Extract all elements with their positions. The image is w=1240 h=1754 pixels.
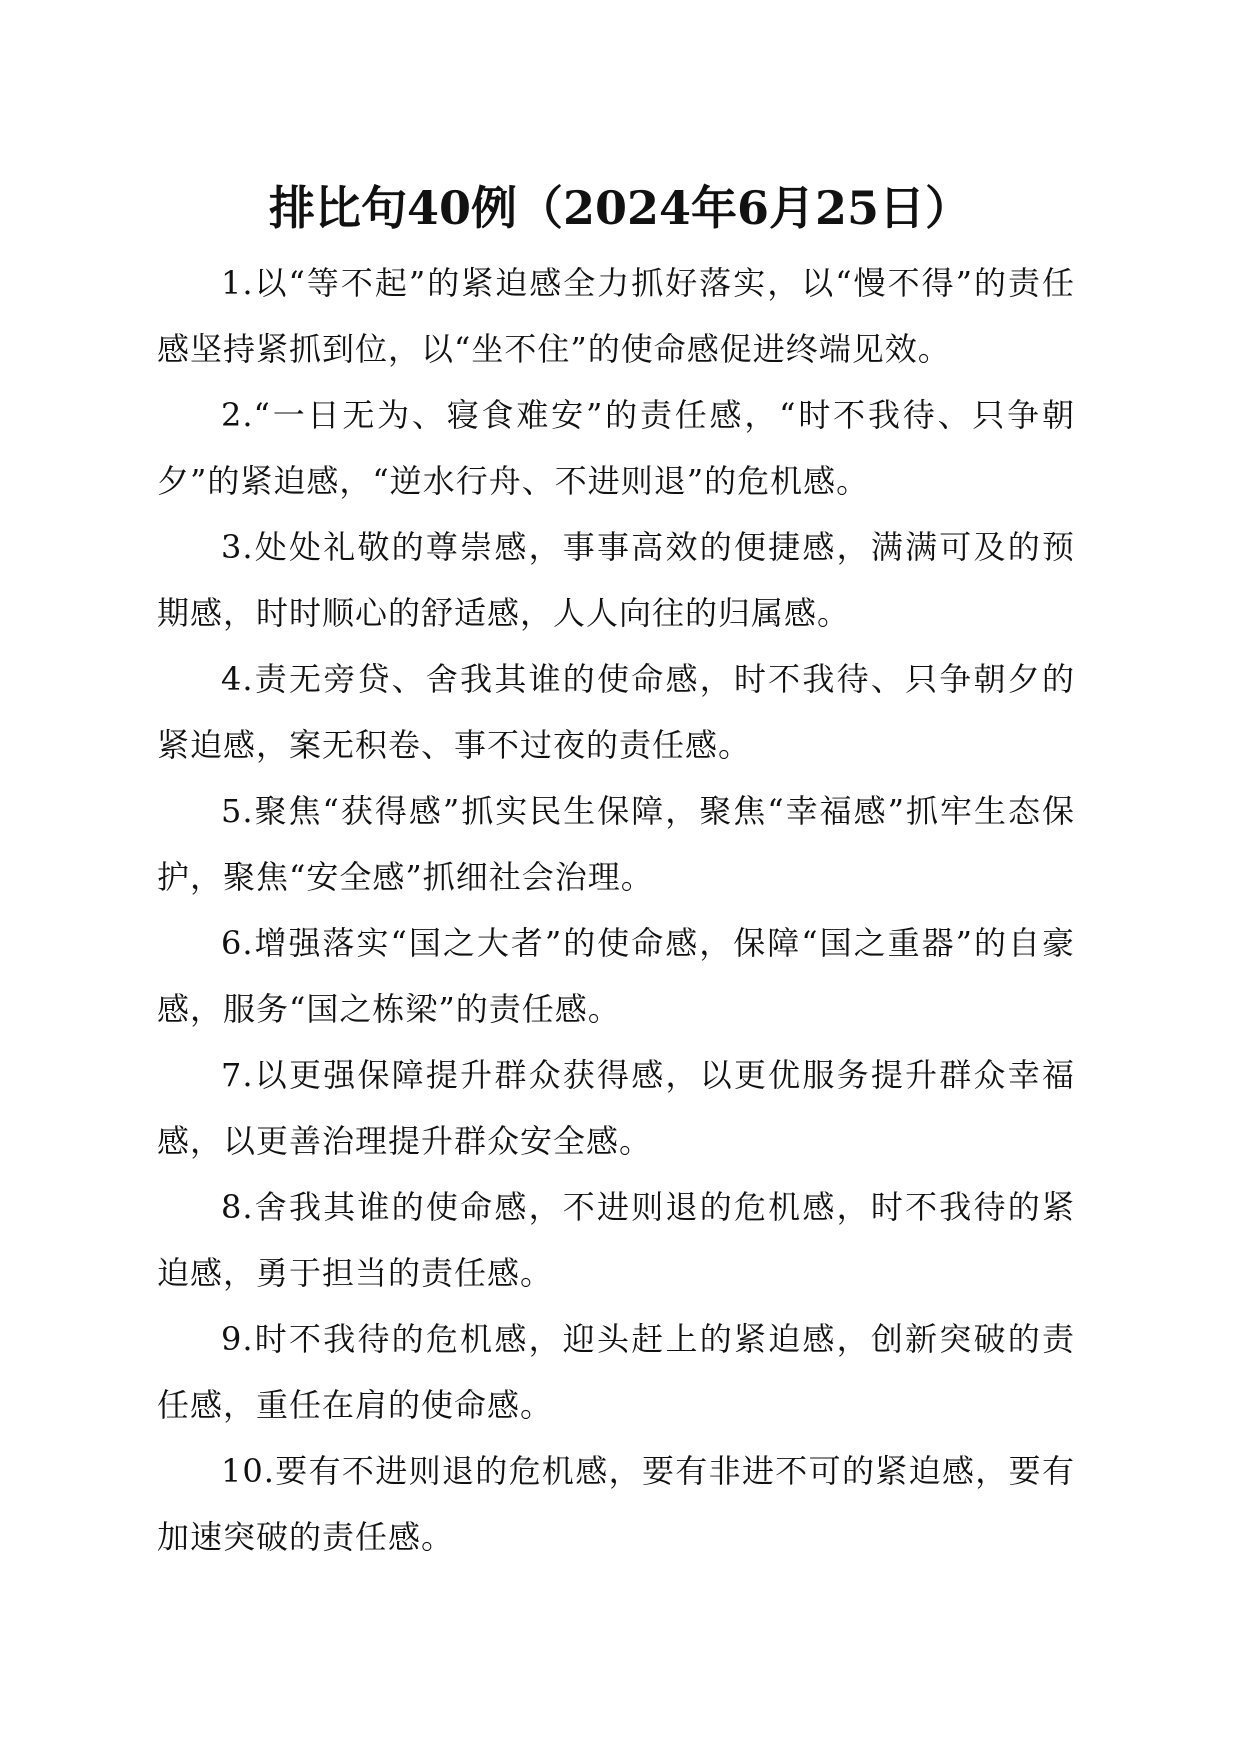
paragraph-3: 3.处处礼敬的尊崇感，事事高效的便捷感，满满可及的预期感，时时顺心的舒适感，人人向往的归属感。 <box>157 528 1075 632</box>
paragraph-1: 1.以“等不起”的紧迫感全力抓好落实，以“慢不得”的责任感坚持紧抓到位，以“坐不住”的使命感促进终端见效。 <box>157 264 1075 368</box>
paragraph-2: 2.“一日无为、寝食难安”的责任感，“时不我待、只争朝夕”的紧迫感，“逆水行舟、不进则退”的危机感。 <box>157 396 1075 500</box>
paragraph-4: 4.责无旁贷、舍我其谁的使命感，时不我待、只争朝夕的紧迫感，案无积卷、事不过夜的责任感。 <box>157 660 1075 764</box>
paragraph-7: 7.以更强保障提升群众获得感，以更优服务提升群众幸福感，以更善治理提升群众安全感。 <box>157 1056 1075 1160</box>
document-body <box>157 250 1075 1570</box>
paragraph-8: 8.舍我其谁的使命感，不进则退的危机感，时不我待的紧迫感，勇于担当的责任感。 <box>157 1188 1075 1292</box>
paragraph-5: 5.聚焦“获得感”抓实民生保障，聚焦“幸福感”抓牢生态保护，聚焦“安全感”抓细社会治理。 <box>157 792 1075 896</box>
document-title: 排比句40例（2024年6月25日） <box>268 181 972 235</box>
paragraph-9: 9.时不我待的危机感，迎头赶上的紧迫感，创新突破的责任感，重任在肩的使命感。 <box>157 1320 1075 1424</box>
paragraph-6: 6.增强落实“国之大者”的使命感，保障“国之重器”的自豪感，服务“国之栋梁”的责任感。 <box>157 924 1075 1028</box>
paragraph-10: 10.要有不进则退的危机感，要有非进不可的紧迫感，要有加速突破的责任感。 <box>157 1452 1075 1556</box>
